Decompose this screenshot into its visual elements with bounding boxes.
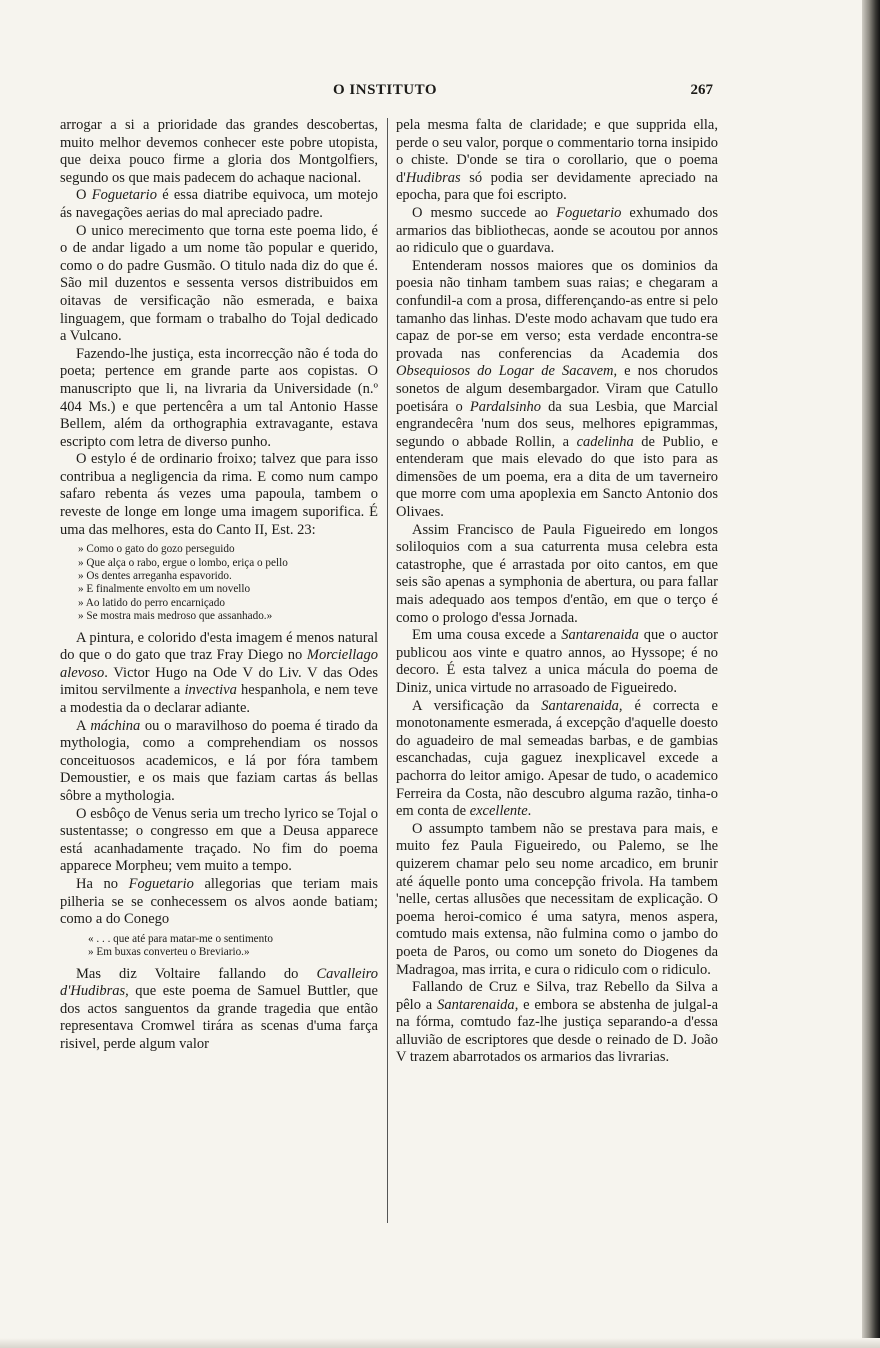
paragraph: O unico merecimento que torna este poema lido, é o de andar ligado a um nome tão popular e querido, como o do padre Gusmão. O titulo nada diz do que é. São mil duzentos e sessenta versos distribuidos em oitavas de versificação não esmerada, e baixa linguagem, que formam o trabalho do Tojal dedicado a Vulcano. [60,222,378,345]
paragraph: A pintura, e colorido d'esta imagem é menos natural do que o do gato que traz Fray Diego no Morciellago alevoso. Victor Hugo na Ode V do Liv. V das Odes imitou servilmente a invectiva hespanhola, e nem teve a modestia da o declarar adiante. [60,629,378,717]
paragraph: O mesmo succede ao Foguetario exhumado dos armarios das bibliothecas, aonde se acoutou por annos ao ridiculo que o guardava. [396,204,718,257]
verse-line: » Se mostra mais medroso que assanhado.» [78,610,273,623]
page-header [60,82,715,104]
verse-line: » Ao latido do perro encarniçado [78,596,225,609]
paragraph: A máchina ou o maravilhoso do poema é tirado da mythologia, como a comprehendiam os nossos conceituosos academicos, e lá por fóra tambem Demoustier, e os mais que faziam cartas ás bellas sôbre a mythologia. [60,717,378,805]
verse-quote [88,933,378,960]
paragraph: O esbôço de Venus seria um trecho lyrico se Tojal o sustentasse; o congresso em que a Deusa apparece está acanhadamente traçado. No fim do poema apparece Morpheu; vem muito a tempo. [60,805,378,875]
paragraph: O assumpto tambem não se prestava para mais, e muito fez Paula Figueiredo, ou Palemo, se lhe quizerem chamar pelo seu nome arcadico, em brunir até áquelle ponto uma concepção frivola. Ha tambem 'nelle, certas allusões que necessitam de explicação. O poema heroi-comico é uma satyra, menos aspera, comtudo mais extensa, não fulmina como o jambo do poeta de Paros, ou como um soneto do Diogenes da Madragoa, mas irrita, e cura o ridiculo com o ridiculo. [396,820,718,978]
paragraph: O Foguetario é essa diatribe equivoca, um motejo ás navegações aerias do mal apreciado padre. [60,187,379,221]
paragraph: Assim Francisco de Paula Figueiredo em longos soliloquios com a sua caturrenta musa celebra esta catastrophe, que é arrastada por oito cantos, em que seis são apenas a symphonia de abertura, ou para fallar mais adequado aos tempos d'então, em que o terço é como o prologo d'essa Jornada. [396,521,718,626]
paragraph: pela mesma falta de claridade; e que supprida ella, perde o seu valor, porque o commentario torna insipido o chiste. D'onde se tira o corollario, que o poema d'Hudibras só podia ser devidamente apreciado na epocha, para que foi escripto. [396,117,718,204]
paragraph: Em uma cousa excede a Santarenaida que o auctor publicou aos vinte e quatro annos, ao Hyssope; é no decoro. É esta talvez a unica mácula do poema de Diniz, unica virtude no arrasoado de Figueiredo. [396,627,718,696]
paragraph: O estylo é de ordinario froixo; talvez que para isso contribua a negligencia da rima. E como num campo safaro rebenta ás vezes uma papoula, tambem o reveste de longe em longe uma imagem suporifica. É uma das melhores, esta do Canto II, Est. 23: [60,451,378,538]
verse-line: » Como o gato do gozo perseguido [78,543,235,556]
paragraph: Ha no Foguetario allegorias que teriam mais pilheria se se conhecessem os alvos aonde batiam; como a do Conego [60,876,378,928]
verse-line: « . . . que até para matar-me o sentimento [88,932,273,945]
left-column [60,117,378,1054]
running-title: O INSTITUTO [332,82,437,98]
verse-line: » Os dentes arreganha espavorido. [78,570,232,583]
verse-line: » Que alça o rabo, ergue o lombo, eriça o pello [78,556,288,569]
column-divider [387,118,388,1223]
page-edge-shadow [862,0,880,1348]
page-bottom-shadow [0,1338,880,1348]
verse-line: » E finalmente envolto em um novello [78,583,251,596]
page-number: 267 [690,82,713,98]
verse-line: » Em buxas converteu o Breviario.» [88,946,250,959]
paragraph: arrogar a si a prioridade das grandes descobertas, muito melhor devemos conhecer este pobre utopista, que deixa pouco firme a gloria dos Montgolfiers, segundo os que mais padecem do achaque nacional. [60,117,378,186]
paragraph: Mas diz Voltaire fallando do Cavalleiro d'Hudibras, que este poema de Samuel Buttler, que dos actos sanguentos da grande tragedia que então representava Cromwel tirára as scenas d'uma farça risivel, perde algum valor [60,965,378,1052]
paragraph: Fazendo-lhe justiça, esta incorrecção não é toda do poeta; pertence em grande parte aos copistas. O manuscripto que li, na livraria da Universidade (n.º 404 Ms.) e que pertencêra a um tal Antonio Hasse Bellem, além da orthographia extravagante, estava escripto com letra de diverso punho. [60,345,378,450]
right-column [396,117,718,1067]
paragraph: A versificação da Santarenaida, é correcta e monotonamente esmerada, á excepção d'aquelle doesto do aguadeiro de mal semeadas barbas, e de gambias escanchadas, cuja gaguez inexplicavel excede a pachorra do leitor amigo. Apesar de tudo, o academico Ferreira da Costa, não descubro alguma razão, tinha-o em conta de excellente. [396,697,718,820]
verse-quote [78,543,378,623]
paragraph: Fallando de Cruz e Silva, traz Rebello da Silva a pêlo a Santarenaida, e embora se abstenha de julgal-a na fórma, comtudo faz-lhe justiça separando-a d'essa alluvião de escriptores que desde o reinado de D. João V trazem abarrotados os armarios das livrarias. [396,979,718,1066]
paragraph: Entenderam nossos maiores que os dominios da poesia não tinham tambem suas raias; e chegaram a confundil-a com a prosa, differençando-as entre si pelo tamanho das linhas. D'este modo achavam que tudo era capaz de por-se em verso; esta verdade encontra-se provada nas conferencias da Academia dos Obsequiosos do Logar de Sacavem, e nos chorudos sonetos de algum desembargador. Viram que Catullo poetisára o Pardalsinho da sua Lesbia, que Marcial engrandecêra 'num dos seus, melhores epigrammas, segundo o abbade Rollin, a cadelinha de Publio, e entenderam que mais elevado do que isto para as dimensões de um poema, era a dita de um taverneiro que morre com uma apoplexia em Sancto Antonio dos Olivaes. [396,257,719,521]
